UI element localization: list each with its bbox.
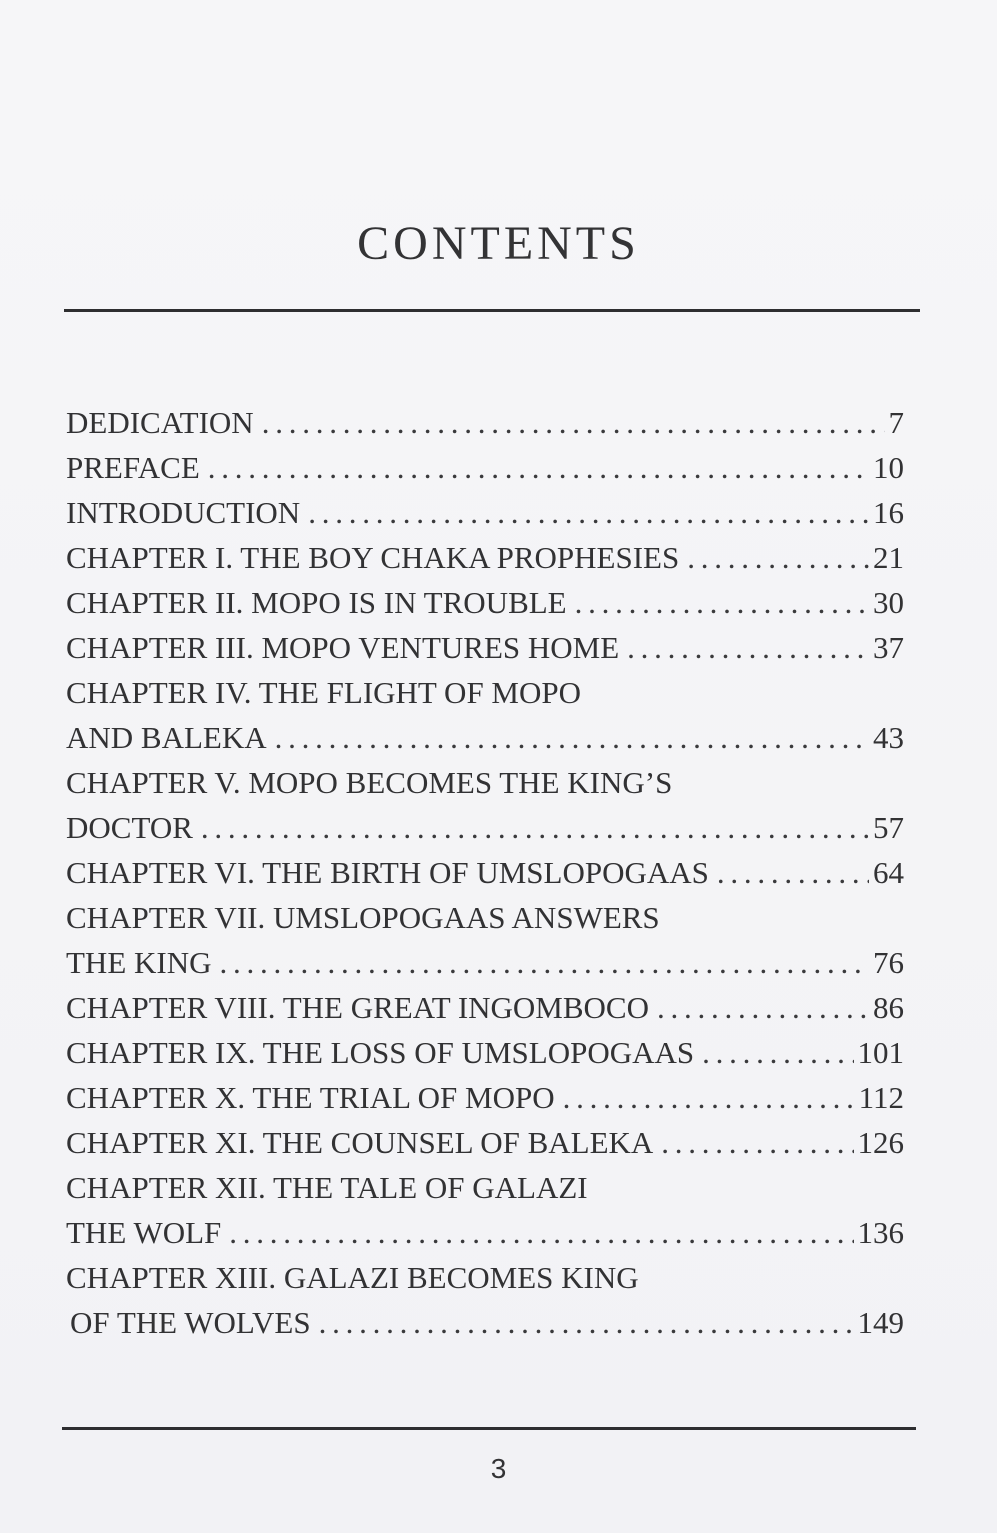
toc-entry-page: 112: [858, 1080, 904, 1115]
toc-entry-chapter-6[interactable]: [66, 850, 904, 895]
toc-entry-preface[interactable]: [66, 445, 904, 490]
toc-entry-label: CHAPTER VIII. THE GREAT INGOMBOCO: [66, 990, 649, 1025]
toc-entry-page: 126: [857, 1125, 904, 1160]
toc-entry-label: INTRODUCTION: [66, 495, 301, 530]
dot-leader: [627, 625, 869, 670]
toc-entry-label: CHAPTER V. MOPO BECOMES THE KING’S: [66, 765, 673, 800]
toc-entry-page: 16: [873, 495, 904, 530]
toc-entry-label: DEDICATION: [66, 405, 254, 440]
toc-entry-label: CHAPTER X. THE TRIAL OF MOPO: [66, 1080, 555, 1115]
toc-entry-chapter-4-line-1[interactable]: [66, 670, 904, 715]
dot-leader: [687, 535, 869, 580]
bottom-rule: [62, 1427, 916, 1430]
toc-entry-chapter-12-line-1[interactable]: [66, 1165, 904, 1210]
top-rule: [64, 309, 920, 312]
toc-entry-page: 101: [857, 1035, 904, 1070]
dot-leader: [208, 445, 869, 490]
toc-entry-label: AND BALEKA: [66, 720, 267, 755]
dot-leader: [657, 985, 869, 1030]
toc-entry-chapter-2[interactable]: [66, 580, 904, 625]
dot-leader: [275, 715, 869, 760]
toc-entry-page: 64: [873, 855, 904, 890]
toc-entry-page: 21: [873, 540, 904, 575]
toc-entry-label: PREFACE: [66, 450, 200, 485]
dot-leader: [201, 805, 869, 850]
toc-entry-label: CHAPTER XII. THE TALE OF GALAZI: [66, 1170, 588, 1205]
toc-entry-page: 149: [857, 1305, 904, 1340]
toc-entry-label: CHAPTER IX. THE LOSS OF UMSLOPOGAAS: [66, 1035, 695, 1070]
toc-entry-page: 7: [888, 405, 904, 440]
toc-entry-chapter-13-line-2[interactable]: [66, 1300, 904, 1345]
toc-entry-page: 86: [873, 990, 904, 1025]
toc-entry-page: 57: [873, 810, 904, 845]
dot-leader: [717, 850, 869, 895]
dot-leader: [563, 1075, 855, 1120]
dot-leader: [229, 1210, 853, 1255]
toc-entry-label: THE KING: [66, 945, 212, 980]
toc-entry-chapter-4-line-2[interactable]: [66, 715, 904, 760]
dot-leader: [308, 490, 869, 535]
toc-entry-chapter-8[interactable]: [66, 985, 904, 1030]
toc-entry-chapter-1[interactable]: [66, 535, 904, 580]
toc-entry-page: 10: [873, 450, 904, 485]
toc-entry-label: CHAPTER VI. THE BIRTH OF UMSLOPOGAAS: [66, 855, 709, 890]
table-of-contents: [66, 400, 904, 1345]
dot-leader: [262, 400, 885, 445]
toc-entry-chapter-13-line-1[interactable]: [66, 1255, 904, 1300]
dot-leader: [575, 580, 869, 625]
toc-entry-chapter-3[interactable]: [66, 625, 904, 670]
toc-entry-label: DOCTOR: [66, 810, 193, 845]
toc-entry-label: CHAPTER II. MOPO IS IN TROUBLE: [66, 585, 567, 620]
toc-entry-chapter-5-line-2[interactable]: [66, 805, 904, 850]
toc-entry-page: 76: [873, 945, 904, 980]
toc-entry-label: CHAPTER IV. THE FLIGHT OF MOPO: [66, 675, 582, 710]
toc-entry-label: CHAPTER III. MOPO VENTURES HOME: [66, 630, 620, 665]
toc-entry-chapter-7-line-2[interactable]: [66, 940, 904, 985]
toc-entry-dedication[interactable]: [66, 400, 904, 445]
toc-entry-label: CHAPTER I. THE BOY CHAKA PROPHESIES: [66, 540, 680, 575]
toc-entry-chapter-12-line-2[interactable]: [66, 1210, 904, 1255]
toc-entry-chapter-10[interactable]: [66, 1075, 904, 1120]
toc-entry-page: 136: [857, 1215, 904, 1250]
toc-entry-page: 37: [873, 630, 904, 665]
page-number: 3: [490, 1453, 507, 1484]
toc-entry-label: CHAPTER XI. THE COUNSEL OF BALEKA: [66, 1125, 654, 1160]
toc-entry-page: 43: [873, 720, 904, 755]
dot-leader: [319, 1300, 854, 1345]
toc-entry-chapter-5-line-1[interactable]: [66, 760, 904, 805]
toc-entry-label: THE WOLF: [66, 1215, 222, 1250]
page-title: CONTENTS: [357, 217, 640, 270]
toc-entry-chapter-9[interactable]: [66, 1030, 904, 1075]
toc-entry-chapter-7-line-1[interactable]: [66, 895, 904, 940]
toc-entry-label: OF THE WOLVES: [70, 1305, 311, 1340]
toc-entry-label: CHAPTER XIII. GALAZI BECOMES KING: [66, 1260, 639, 1295]
toc-entry-label: CHAPTER VII. UMSLOPOGAAS ANSWERS: [66, 900, 660, 935]
toc-entry-introduction[interactable]: [66, 490, 904, 535]
dot-leader: [220, 940, 870, 985]
dot-leader: [661, 1120, 853, 1165]
toc-entry-page: 30: [873, 585, 904, 620]
dot-leader: [702, 1030, 853, 1075]
toc-entry-chapter-11[interactable]: [66, 1120, 904, 1165]
